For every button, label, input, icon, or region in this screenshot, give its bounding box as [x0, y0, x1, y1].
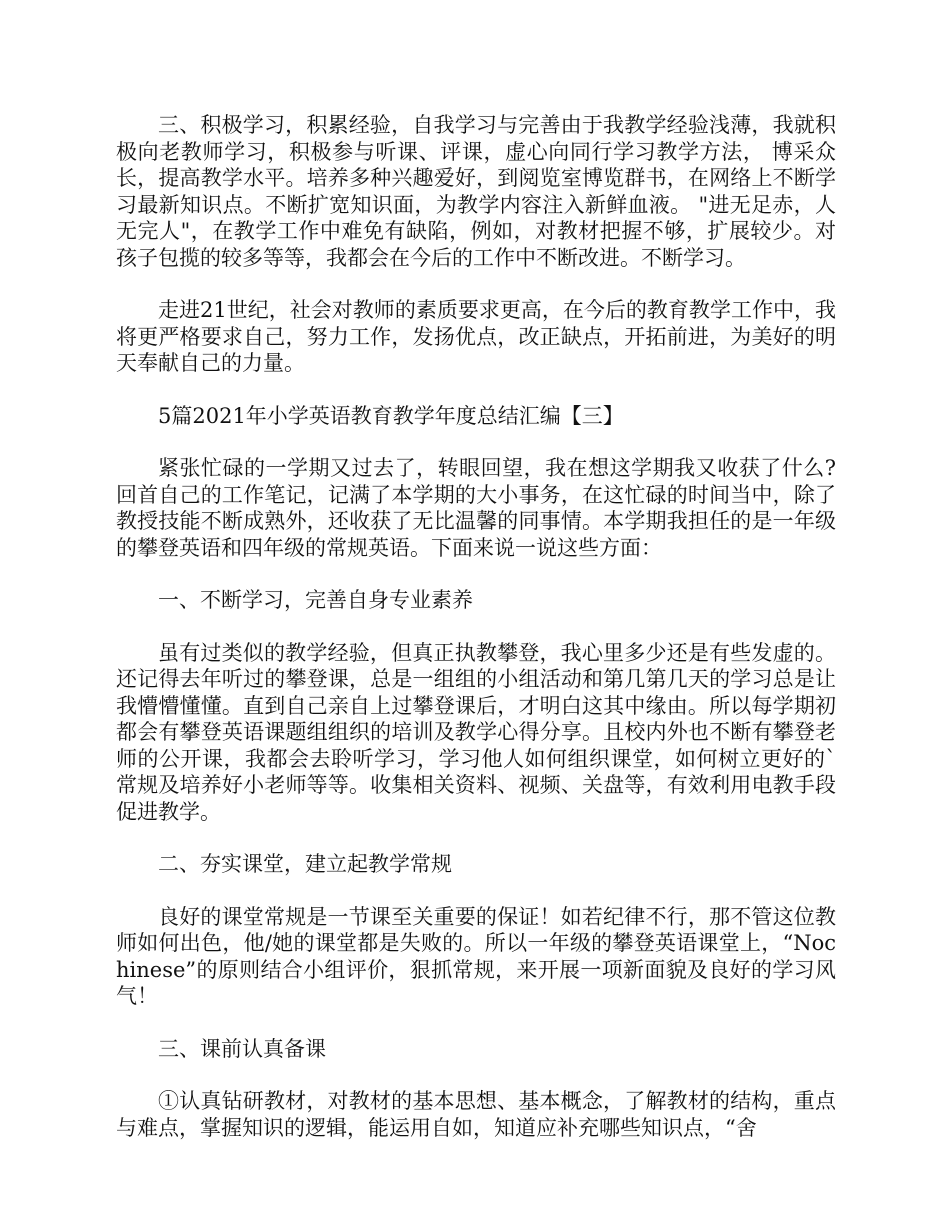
- paragraph-teaching-experience: 虽有过类似的教学经验，但真正执教攀登，我心里多少还是有些发虚的。还记得去年听过的攀登课，总是一组组的小组活动和第几第几天的学习总是让我懵懵懂懂。直到自己亲自上过攀登课后，才明白这其中缘由。所以每学期初都会有攀登英语课题组组织的培训及教学心得分享。且校内外也不断有攀登老师的公开课，我都会去聆听学习，学习他人如何组织课堂，如何树立更好的`常规及培养好小老师等等。收集相关资料、视频、关盘等，有效利用电教手段促进教学。: [116, 640, 836, 824]
- section-title-part-three: 5篇2021年小学英语教育教学年度总结汇编【三】: [158, 403, 624, 428]
- paragraph-semester-intro: 紧张忙碌的一学期又过去了，转眼回望，我在想这学期我又收获了什么?回首自己的工作笔记，记满了本学期的大小事务，在这忙碌的时间当中，除了教授技能不断成熟外，还收获了无比温馨的同事情。本学期我担任的是一年级的攀登英语和四年级的常规英语。下面来说一说这些方面：: [116, 456, 836, 560]
- paragraph-learning-experience: 三、积极学习，积累经验，自我学习与完善由于我教学经验浅薄，我就积极向老教师学习，积极参与听课、评课，虚心向同行学习教学方法， 博采众长，提高教学水平。培养多种兴趣爱好，到阅览室博览群书，在网络上不断学习最新知识点。不断扩宽知识面，为教学内容注入新鲜血液。 "进无足赤，人无完人"，在教学工作中难免有缺陷，例如，对教材把握不够，扩展较少。对孩子包揽的较多等等，我都会在今后的工作中不断改进。不断学习。: [116, 113, 836, 270]
- heading-lesson-preparation: 三、课前认真备课: [158, 1036, 326, 1061]
- paragraph-21st-century: 走进21世纪，社会对教师的素质要求更高，在今后的教育教学工作中，我将更严格要求自己，努力工作，发扬优点，改正缺点，开拓前进，为美好的明天奉献自己的力量。: [116, 298, 836, 375]
- heading-classroom-routine: 二、夯实课堂，建立起教学常规: [158, 852, 452, 876]
- heading-continuous-learning: 一、不断学习，完善自身专业素养: [158, 588, 473, 612]
- paragraph-study-textbook: ①认真钻研教材，对教材的基本思想、基本概念，了解教材的结构，重点与难点，掌握知识的逻辑，能运用自如，知道应补充哪些知识点，“舍: [116, 1089, 836, 1140]
- document-body: [116, 112, 836, 1167]
- paragraph-classroom-rules: 良好的课堂常规是一节课至关重要的保证！如若纪律不行，那不管这位教师如何出色，他/她的课堂都是失败的。所以一年级的攀登英语课堂上，“Nochinese”的原则结合小组评价，狠抓常规，来开展一项新面貌及良好的学习风气！: [116, 904, 836, 1008]
